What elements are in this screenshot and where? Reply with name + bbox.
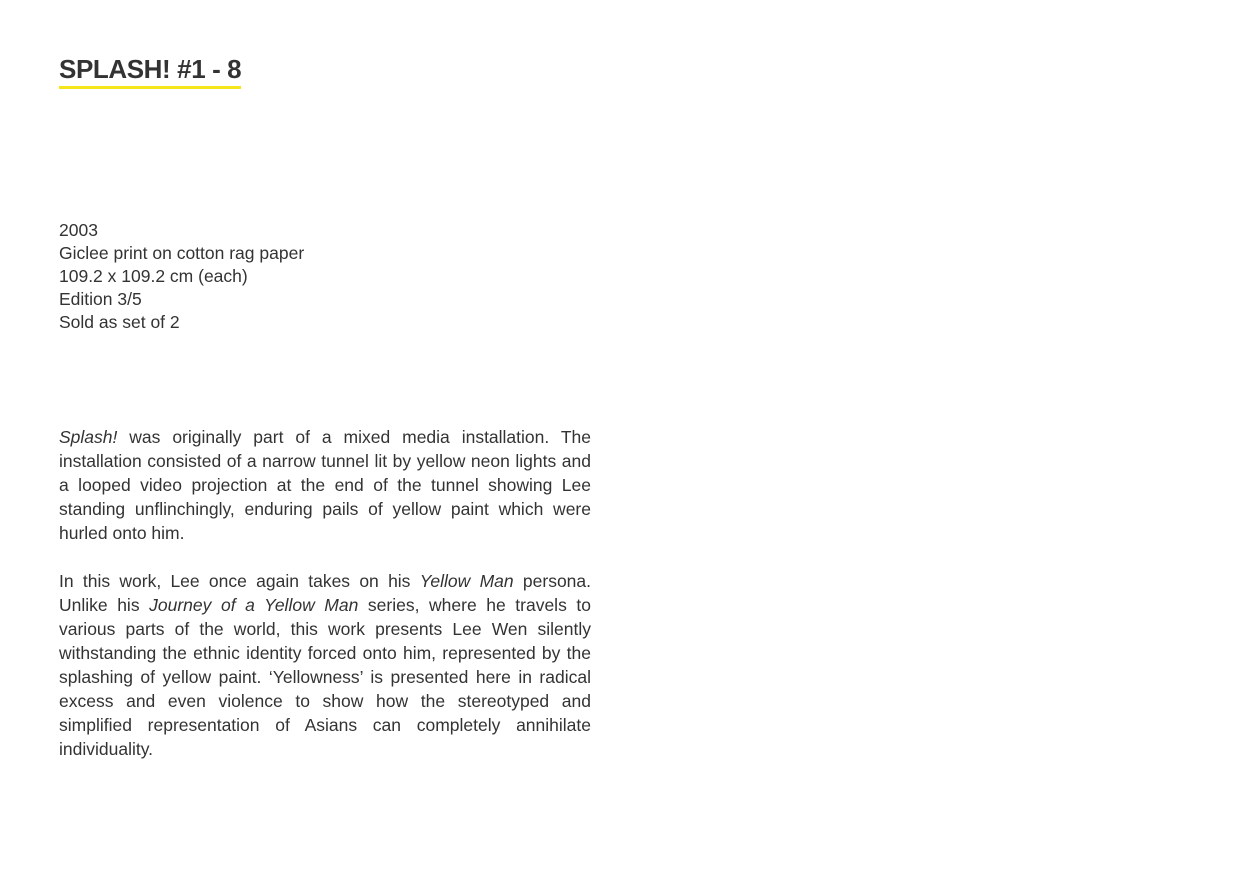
paragraph-1-text: was originally part of a mixed media installation. The installation consisted of a narrow tunnel lit by yellow neon lights and a looped video projection at the end of the tunnel showing Lee standing unflinchingly, enduring pails of yellow paint which were hurled onto him. bbox=[59, 427, 591, 543]
artwork-details bbox=[59, 219, 459, 334]
work-title-italic: Splash! bbox=[59, 427, 118, 447]
persona-italic: Yellow Man bbox=[419, 571, 514, 591]
paragraph-2-text-b: persona. Unlike his bbox=[59, 571, 591, 615]
series-italic: Journey of a Yellow Man bbox=[149, 595, 359, 615]
artwork-description bbox=[59, 425, 591, 785]
description-paragraph-2 bbox=[59, 569, 591, 761]
artwork-edition: Edition 3/5 bbox=[59, 289, 142, 309]
paragraph-2-text-c: series, where he travels to various parts of the world, this work presents Lee Wen silently withstanding the ethnic identity forced onto him, represented by the splashing of yellow paint. ‘Yellowness’ is presented here in radical excess and even violence to show how the stereotyped and simplified representation of Asians can completely annihilate individuality. bbox=[59, 595, 591, 759]
artwork-title: SPLASH! #1 - 8 bbox=[59, 53, 241, 89]
artwork-dimensions: 109.2 x 109.2 cm (each) bbox=[59, 266, 248, 286]
artwork-medium: Giclee print on cotton rag paper bbox=[59, 243, 305, 263]
artwork-sale-note: Sold as set of 2 bbox=[59, 312, 180, 332]
artwork-year: 2003 bbox=[59, 220, 98, 240]
paragraph-2-text-a: In this work, Lee once again takes on his bbox=[59, 571, 420, 591]
description-paragraph-1 bbox=[59, 425, 591, 545]
